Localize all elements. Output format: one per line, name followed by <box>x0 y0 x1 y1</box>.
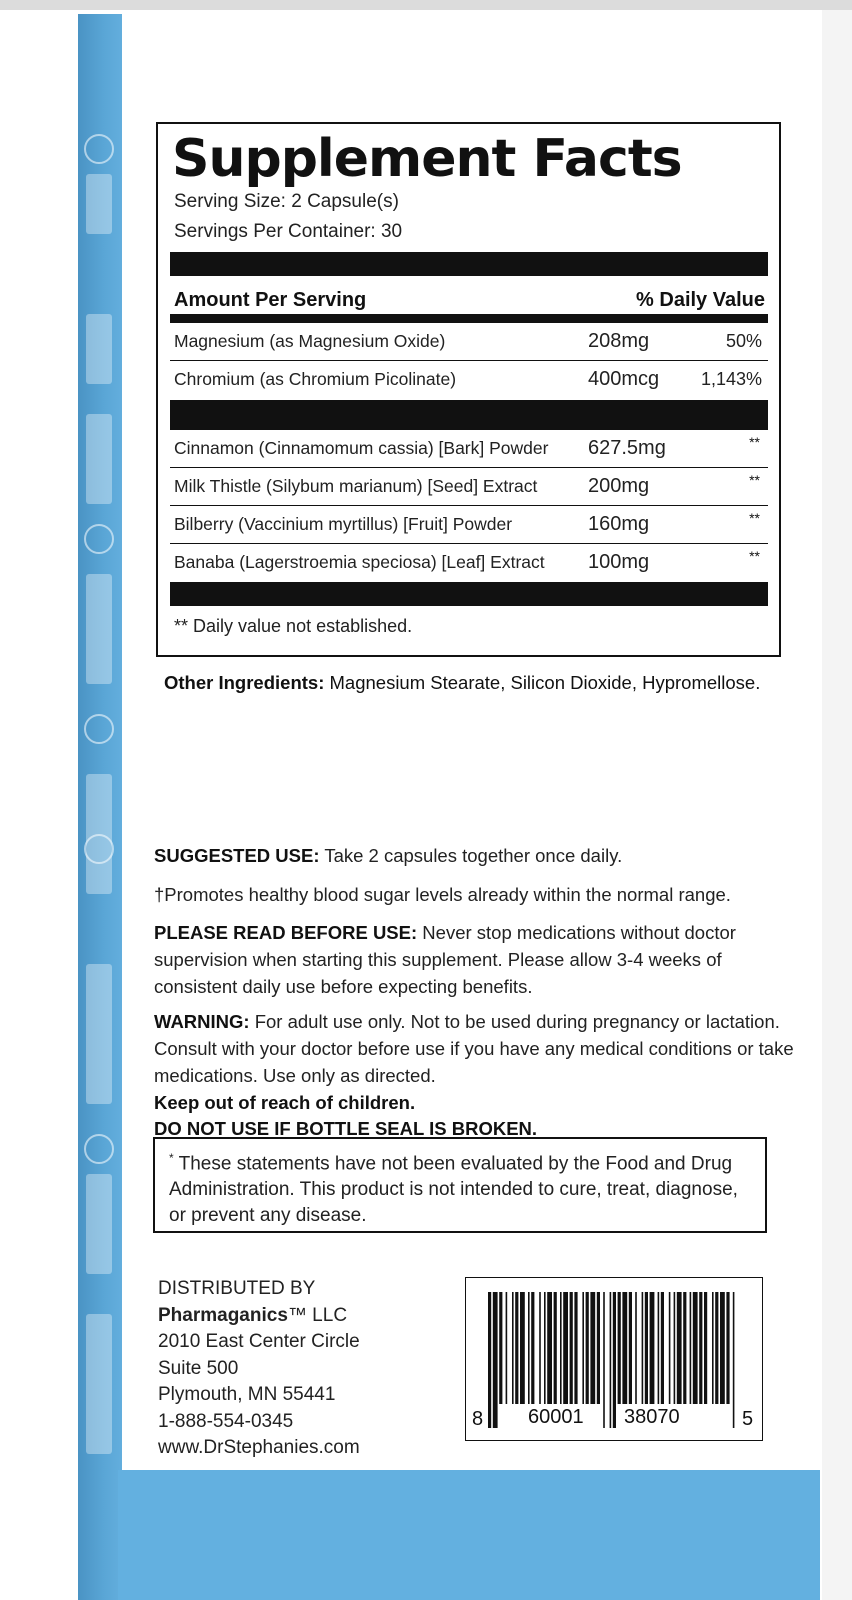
nutrient-dv: 50% <box>725 331 762 351</box>
phone: 1-888-554-0345 <box>158 1410 294 1432</box>
barcode-bar <box>610 1292 612 1428</box>
ingredient-dv: ** <box>749 472 760 488</box>
barcode-bar <box>642 1292 644 1404</box>
top-edge <box>0 0 852 10</box>
fda-disclaimer-box <box>153 1137 767 1233</box>
company-suffix: ™ LLC <box>287 1304 348 1326</box>
warning <box>154 1008 794 1089</box>
right-edge <box>822 10 852 1600</box>
side-text-block <box>86 574 112 684</box>
daily-value-header: % Daily Value <box>636 289 765 311</box>
barcode-bar <box>629 1292 632 1404</box>
box-bottom-band <box>118 1470 820 1600</box>
company-name <box>158 1303 360 1330</box>
fda-star: * <box>169 1151 174 1165</box>
side-icon <box>84 524 114 554</box>
ingredient-name: Cinnamon (Cinnamomum cassia) [Bark] Powder <box>174 438 549 458</box>
ingredient-dv: ** <box>749 548 760 564</box>
barcode-bar <box>683 1292 686 1404</box>
ingredient-row <box>170 544 768 582</box>
ingredient-name: Banaba (Lagerstroemia speciosa) [Leaf] Extract <box>174 552 545 572</box>
other-ingredients-label: Other Ingredients: <box>164 672 325 693</box>
barcode-bar <box>693 1292 698 1404</box>
side-icon <box>84 134 114 164</box>
barcode-bar <box>512 1292 514 1404</box>
nutrient-amount: 208mg <box>588 330 650 352</box>
barcode-bar <box>515 1292 518 1404</box>
barcode-bar <box>650 1292 655 1404</box>
box-side-panel <box>78 14 122 1600</box>
barcode-bar <box>520 1292 525 1404</box>
side-text-block <box>86 314 112 384</box>
address-line-1: 2010 East Center Circle <box>158 1331 360 1352</box>
side-text-block <box>86 1174 112 1274</box>
barcode-bar <box>661 1292 664 1404</box>
barcode-left-group: 60001 <box>528 1406 584 1428</box>
suggested-use <box>154 842 794 869</box>
barcode-bar <box>699 1292 702 1404</box>
ingredient-dv: ** <box>749 510 760 526</box>
barcode-bar <box>582 1292 584 1404</box>
barcode-bar <box>531 1292 534 1404</box>
barcode-bar <box>528 1292 530 1404</box>
barcode-bar <box>733 1292 735 1428</box>
fda-text: These statements have not been evaluated by the Food and Drug Administration. This product is not intended to cure, treat, diagnose, or prevent any disease. <box>169 1153 738 1227</box>
warning-label: WARNING: <box>154 1011 250 1032</box>
left-margin <box>0 10 78 1600</box>
barcode-bar <box>499 1292 502 1404</box>
distributor-block <box>158 1276 360 1462</box>
facts-title: Supplement Facts <box>172 129 682 189</box>
barcode-bar <box>715 1292 718 1404</box>
barcode-bar <box>539 1292 541 1404</box>
barcode-bar <box>603 1292 605 1428</box>
side-text-block <box>86 414 112 504</box>
ingredient-row <box>170 506 768 544</box>
ingredient-dv: ** <box>749 434 760 450</box>
barcode-bar <box>720 1292 725 1404</box>
barcode-bar <box>563 1292 568 1404</box>
ingredient-name: Milk Thistle (Silybum marianum) [Seed] Extract <box>174 476 538 496</box>
side-graphic <box>86 174 112 234</box>
fda-disclaimer <box>169 1145 749 1229</box>
warning-text: For adult use only. Not to be used during pregnancy or lactation. Consult with your doctor before use if you have any medical conditions or take medications. Use only as directed. <box>154 1011 794 1086</box>
side-icon <box>84 834 114 864</box>
barcode-bar <box>488 1292 491 1428</box>
promotes-claim: †Promotes healthy blood sugar levels already within the normal range. <box>154 884 731 905</box>
distributed-by-label: DISTRIBUTED BY <box>158 1278 316 1299</box>
ingredient-row <box>170 468 768 506</box>
ingredient-amount: 160mg <box>588 513 650 535</box>
ingredient-row <box>170 430 768 468</box>
please-read-label: PLEASE READ BEFORE USE: <box>154 922 418 943</box>
website: www.DrStephanies.com <box>158 1437 360 1458</box>
barcode-bar <box>547 1292 552 1404</box>
please-read-text: Never stop medications without doctor supervision when starting this supplement. Please allow 3-4 weeks of consistent daily use before expecting benefits. <box>154 922 736 997</box>
thick-divider <box>170 582 768 606</box>
city-line: Plymouth, MN 55441 <box>158 1384 336 1405</box>
side-icon <box>84 714 114 744</box>
barcode-box <box>465 1277 763 1441</box>
dv-footnote: ** Daily value not established. <box>174 616 413 636</box>
keep-out-notice: Keep out of reach of children. <box>154 1092 416 1113</box>
ingredient-amount: 200mg <box>588 475 650 497</box>
barcode-bar <box>690 1292 692 1404</box>
serving-size: Serving Size: 2 Capsule(s) <box>174 191 399 212</box>
barcode-bar <box>544 1292 546 1404</box>
other-ingredients-text: Magnesium Stearate, Silicon Dioxide, Hypromellose. <box>329 672 761 693</box>
supplement-facts-panel <box>156 122 781 657</box>
servings-per-container: Servings Per Container: 30 <box>174 221 403 242</box>
barcode-bar <box>669 1292 671 1404</box>
barcode-bar <box>570 1292 573 1404</box>
barcode-bar <box>618 1292 621 1404</box>
barcode-graphic <box>466 1278 764 1442</box>
side-text-block <box>86 1314 112 1454</box>
please-read <box>154 919 794 1000</box>
nutrient-name: Chromium (as Chromium Picolinate) <box>174 369 457 389</box>
barcode-bar <box>726 1292 729 1404</box>
barcode-bar <box>590 1292 595 1404</box>
barcode-bar <box>560 1292 562 1404</box>
barcode-bar <box>554 1292 557 1404</box>
ingredient-amount: 100mg <box>588 551 650 573</box>
other-ingredients <box>164 672 760 694</box>
barcode-bar <box>613 1292 616 1428</box>
medium-divider <box>170 314 768 323</box>
seal-notice: DO NOT USE IF BOTTLE SEAL IS BROKEN. <box>154 1118 538 1139</box>
nutrient-amount: 400mcg <box>588 368 660 390</box>
barcode-bar <box>506 1292 508 1404</box>
nutrient-name: Magnesium (as Magnesium Oxide) <box>174 331 446 351</box>
barcode-bar <box>622 1292 627 1404</box>
ingredient-amount: 627.5mg <box>588 437 666 459</box>
address-line-2: Suite 500 <box>158 1357 239 1379</box>
barcode-bar <box>645 1292 648 1404</box>
nutrient-dv: 1,143% <box>700 369 762 389</box>
barcode-bar <box>674 1292 676 1404</box>
barcode-bar <box>574 1292 577 1404</box>
barcode-bar <box>677 1292 682 1404</box>
suggested-use-text: Take 2 capsules together once daily. <box>324 845 623 866</box>
thick-divider <box>170 400 768 430</box>
barcode-bar <box>712 1292 714 1404</box>
barcode-bar <box>635 1292 637 1404</box>
thick-divider <box>170 252 768 276</box>
ingredient-name: Bilberry (Vaccinium myrtillus) [Fruit] Powder <box>174 514 513 534</box>
amount-per-serving-header: Amount Per Serving <box>174 289 367 311</box>
barcode-bar <box>597 1292 600 1404</box>
barcode-check-digit: 5 <box>742 1408 754 1430</box>
barcode-bar <box>493 1292 498 1428</box>
nutrient-row <box>170 361 768 399</box>
nutrient-row <box>170 323 768 361</box>
side-icon <box>84 1134 114 1164</box>
barcode-bar <box>704 1292 707 1404</box>
barcode-lead-digit: 8 <box>472 1408 484 1430</box>
side-text-block <box>86 964 112 1104</box>
suggested-use-label: SUGGESTED USE: <box>154 845 320 866</box>
company-bold: Pharmaganics <box>158 1304 288 1326</box>
barcode-bar <box>586 1292 589 1404</box>
barcode-bar <box>658 1292 660 1404</box>
barcode-right-group: 38070 <box>624 1406 680 1428</box>
